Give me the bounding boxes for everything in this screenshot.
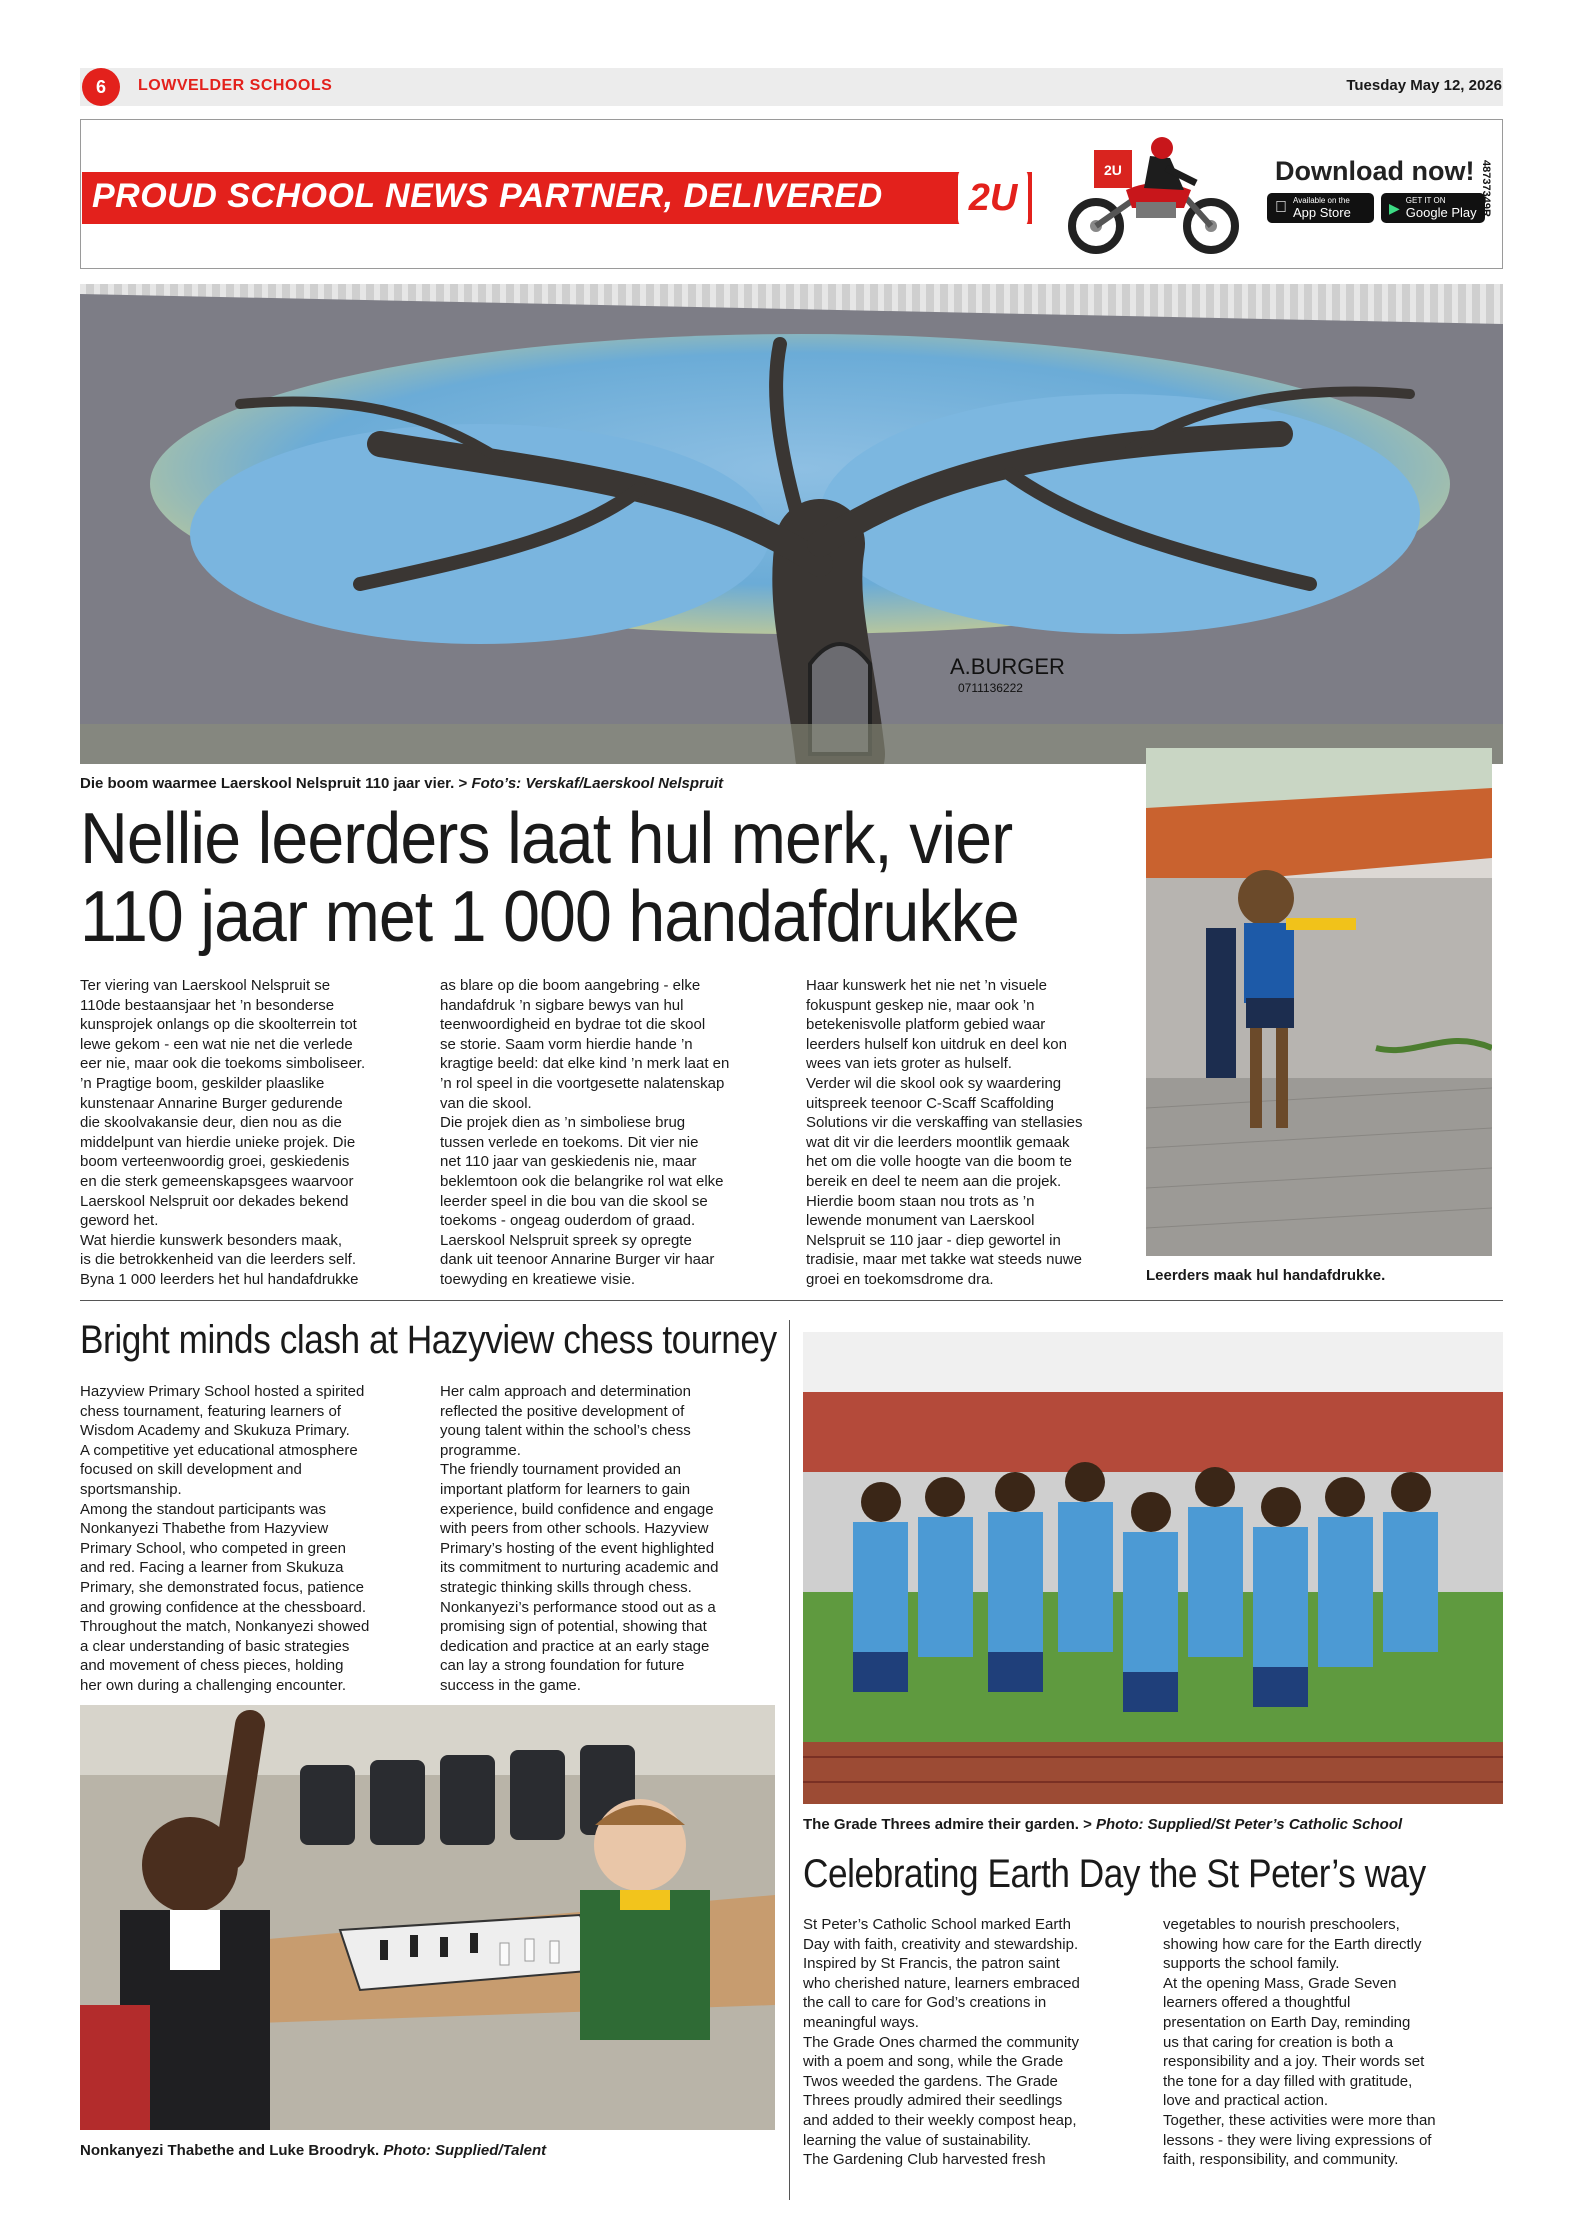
text-line: Twos weeded the gardens. The Grade bbox=[803, 2072, 1058, 2090]
text-line: Primary’s hosting of the event highlighted bbox=[440, 1539, 715, 1557]
article1-headline-line2: 110 jaar met 1 000 handafdrukke bbox=[80, 877, 1019, 957]
text-line: kragtige beeld: dat elke kind ’n merk laat en bbox=[440, 1055, 730, 1073]
earth-day-caption-main: The Grade Threes admire their garden. > bbox=[803, 1816, 1097, 1833]
text-line: Among the standout participants was bbox=[80, 1500, 326, 1518]
text-line: lewende monument van Laerskool bbox=[806, 1212, 1035, 1230]
text-line: Primary School, who competed in green bbox=[80, 1539, 346, 1557]
text-line: tussen verlede en toekoms. Dit vier nie bbox=[440, 1133, 699, 1151]
text-line: responsibility and a joy. Their words set bbox=[1163, 2053, 1425, 2071]
text-line: and growing confidence at the chessboard. bbox=[80, 1598, 367, 1616]
text-line: wat dit vir die leerders moontlik gemaak bbox=[806, 1133, 1070, 1151]
text-line: fokuspunt geskep nie, maar ook ’n bbox=[806, 996, 1035, 1014]
text-line: dank uit teenoor Annarine Burger vir haar bbox=[440, 1251, 715, 1269]
text-line: can lay a strong foundation for future bbox=[440, 1657, 685, 1675]
appstore-label: App Store bbox=[1281, 204, 1339, 220]
text-line: leerder speel in die bou van die skool se bbox=[440, 1192, 708, 1210]
text-line: supports the school family. bbox=[1163, 1955, 1340, 1973]
text-line: important platform for learners to gain bbox=[440, 1480, 691, 1498]
text-line: Together, these activities were more than bbox=[1163, 2111, 1436, 2129]
text-line: geword het. bbox=[80, 1212, 159, 1230]
earth-day-caption-credit: Photo: Supplied/St Peter’s Catholic School bbox=[1096, 1816, 1403, 1833]
text-line: the tone for a day filled with gratitude, bbox=[1163, 2072, 1413, 2090]
download-now-text: Download now! bbox=[1275, 156, 1475, 186]
text-line: St Peter’s Catholic School marked Earth bbox=[803, 1916, 1071, 1933]
text-line: Laerskool Nelspruit spreek sy opregte bbox=[440, 1231, 692, 1249]
text-line: teenwoordigheid en bydrae tot die skool bbox=[440, 1016, 706, 1034]
article2-column-2 bbox=[440, 1382, 770, 1696]
article1-column-3 bbox=[806, 976, 1136, 1290]
text-line: her own during a challenging encounter. bbox=[80, 1676, 347, 1694]
text-line: Nonkanyezi’s performance stood out as a bbox=[440, 1598, 716, 1616]
text-line: eer nie, maar ook die toekoms simboliseer. bbox=[80, 1055, 366, 1073]
section-divider bbox=[80, 1300, 1503, 1301]
text-line: die skoolvakansie deur, dien nou as die bbox=[80, 1114, 342, 1132]
article1-headline-line1: Nellie leerders laat hul merk, vier bbox=[80, 799, 1013, 879]
text-line: learners offered a thoughtful bbox=[1163, 1994, 1351, 2012]
text-line: uitspreek teenoor C-Scaff Scaffolding bbox=[806, 1094, 1054, 1112]
text-line: bereik en deel te neem aan die projek. bbox=[806, 1172, 1062, 1190]
text-line: chess tournament, featuring learners of bbox=[80, 1402, 341, 1420]
text-line: and movement of chess pieces, holding bbox=[80, 1657, 344, 1675]
text-line: van die skool. bbox=[440, 1094, 532, 1112]
text-line: ’n Pragtige boom, geskilder plaaslike bbox=[80, 1074, 325, 1092]
column-divider bbox=[789, 1320, 790, 2200]
text-line: toewyding en kreatiewe visie. bbox=[440, 1270, 636, 1288]
text-line: dedication and practice at an early stage bbox=[440, 1637, 710, 1655]
mural-caption-main: Die boom waarmee Laerskool Nelspruit 110 jaar vier. > bbox=[80, 775, 472, 792]
banner-slogan: PROUD SCHOOL NEWS PARTNER, DELIVERED bbox=[92, 177, 883, 215]
text-line: kunsprojek onlangs op die skoolterrein tot bbox=[80, 1016, 357, 1034]
text-line: tradisie, maar met takke wat steeds nuwe bbox=[806, 1251, 1082, 1269]
text-line: and red. Facing a learner from Skukuza bbox=[80, 1559, 344, 1577]
apple-icon bbox=[1275, 199, 1287, 217]
svg-text:2U: 2U bbox=[1104, 162, 1122, 178]
mural-caption bbox=[80, 775, 723, 792]
text-line: boom verteenwoordig groei, geskiedenis bbox=[80, 1153, 350, 1171]
text-line: toekoms - ongeag ouderdom of graad. bbox=[440, 1212, 696, 1230]
text-line: groei en toekomsdrome dra. bbox=[806, 1270, 994, 1288]
text-line: Threes proudly admired their seedlings bbox=[803, 2092, 1063, 2110]
text-line: Solutions vir die verskaffing van stellasies bbox=[806, 1114, 1083, 1132]
text-line: Wisdom Academy and Skukuza Primary. bbox=[80, 1422, 350, 1440]
page-number: 6 bbox=[82, 68, 120, 106]
appstore-small-label: Available on the bbox=[1281, 195, 1338, 205]
mural-caption-credit: Foto’s: Verskaf/Laerskool Nelspruit bbox=[471, 775, 724, 792]
google-play-button[interactable] bbox=[1381, 193, 1485, 223]
play-icon: ▶ bbox=[1389, 199, 1400, 216]
text-line: its commitment to nurturing academic and bbox=[440, 1559, 719, 1577]
section-name: LOWVELDER SCHOOLS bbox=[138, 77, 333, 94]
chess-caption-credit: Photo: Supplied/Talent bbox=[383, 2142, 547, 2159]
ad-code: 48737349R bbox=[1480, 160, 1492, 217]
text-line: wees van iets groter as hulself. bbox=[806, 1055, 1012, 1073]
issue-date: Tuesday May 12, 2026 bbox=[1346, 77, 1502, 94]
text-line: Byna 1 000 leerders het hul handafdrukke bbox=[80, 1270, 359, 1288]
text-line: us that caring for creation is both a bbox=[1163, 2033, 1394, 2051]
text-line: net 110 jaar van geskiedenis nie, maar bbox=[440, 1153, 697, 1171]
text-line: experience, build confidence and engage bbox=[440, 1500, 714, 1518]
earth-day-photo bbox=[803, 1332, 1503, 1804]
text-line: beklemtoon ook die belangrike rol wat elke bbox=[440, 1172, 724, 1190]
text-line: the call to care for God’s creations in bbox=[803, 1994, 1047, 2012]
text-line: Hazyview Primary School hosted a spirited bbox=[80, 1383, 365, 1400]
earth-day-caption bbox=[803, 1816, 1402, 1833]
handprint-caption: Leerders maak hul handafdrukke. bbox=[1146, 1267, 1386, 1284]
text-line: and added to their weekly compost heap, bbox=[803, 2111, 1077, 2129]
text-line: Ter viering van Laerskool Nelspruit se bbox=[80, 977, 331, 994]
text-line: ’n rol speel in die voortgesette nalatenskap bbox=[440, 1074, 725, 1092]
handprint-photo bbox=[1146, 748, 1492, 1256]
text-line: young talent within the school’s chess bbox=[440, 1422, 691, 1440]
mural-photo bbox=[80, 284, 1503, 764]
text-line: Inspired by St Francis, the patron saint bbox=[803, 1955, 1060, 1973]
text-line: leerders hulself kon uitdruk en deel kon bbox=[806, 1035, 1067, 1053]
text-line: Nonkanyezi Thabethe from Hazyview bbox=[80, 1520, 329, 1538]
text-line: Die projek dien as ’n simboliese brug bbox=[440, 1114, 686, 1132]
2u-logo: 2U bbox=[958, 167, 1028, 229]
text-line: Haar kunswerk het nie net ’n visuele bbox=[806, 977, 1047, 994]
text-line: The Grade Ones charmed the community bbox=[803, 2033, 1079, 2051]
text-line: love and practical action. bbox=[1163, 2092, 1329, 2110]
text-line: is die betrokkenheid van die leerders self. bbox=[80, 1251, 356, 1269]
article3-headline: Celebrating Earth Day the St Peter’s way bbox=[803, 1852, 1426, 1896]
text-line: se storie. Saam vorm hierdie hande ’n bbox=[440, 1035, 693, 1053]
text-line: as blare op die boom aangebring - elke bbox=[440, 977, 701, 994]
text-line: Her calm approach and determination bbox=[440, 1383, 691, 1400]
text-line: Day with faith, creativity and stewardship. bbox=[803, 1935, 1079, 1953]
text-line: Hierdie boom staan nou trots as ’n bbox=[806, 1192, 1035, 1210]
text-line: kunstenaar Annarine Burger gedurende bbox=[80, 1094, 343, 1112]
text-line: lewe gekom - een wat nie net die verlede bbox=[80, 1035, 353, 1053]
text-line: Primary, she demonstrated focus, patience bbox=[80, 1578, 365, 1596]
text-line: showing how care for the Earth directly bbox=[1163, 1935, 1422, 1953]
text-line: A competitive yet educational atmosphere bbox=[80, 1441, 358, 1459]
text-line: At the opening Mass, Grade Seven bbox=[1163, 1974, 1397, 1992]
text-line: focused on skill development and bbox=[80, 1461, 302, 1479]
text-line: 110de bestaansjaar het ’n besonderse bbox=[80, 996, 335, 1014]
text-line: vegetables to nourish preschoolers, bbox=[1163, 1916, 1400, 1933]
mural-signature-phone: 0711136222 bbox=[958, 681, 1023, 695]
text-line: faith, responsibility, and community. bbox=[1163, 2151, 1399, 2169]
text-line: strategic thinking skills through chess. bbox=[440, 1578, 692, 1596]
gplay-label: Google Play bbox=[1405, 204, 1477, 220]
text-line: Nelspruit se 110 jaar - diep gewortel in bbox=[806, 1231, 1061, 1249]
text-line: promising sign of potential, showing that bbox=[440, 1618, 707, 1636]
chess-photo bbox=[80, 1705, 775, 2130]
article1-column-2 bbox=[440, 976, 770, 1290]
text-line: handafdruk ’n sigbare bewys van hul bbox=[440, 996, 684, 1014]
text-line: who cherished nature, learners embraced bbox=[803, 1974, 1080, 1992]
text-line: Wat hierdie kunswerk besonders maak, bbox=[80, 1231, 343, 1249]
text-line: learning the value of sustainability. bbox=[803, 2131, 1032, 2149]
text-line: presentation on Earth Day, reminding bbox=[1163, 2013, 1411, 2031]
text-line: Laerskool Nelspruit oor dekades bekend bbox=[80, 1192, 349, 1210]
motorcycle-icon bbox=[1066, 128, 1246, 258]
text-line: Throughout the match, Nonkanyezi showed bbox=[80, 1618, 370, 1636]
app-store-button[interactable] bbox=[1267, 193, 1374, 223]
text-line: success in the game. bbox=[440, 1676, 581, 1694]
chess-caption-main: Nonkanyezi Thabethe and Luke Broodryk. bbox=[80, 2142, 384, 2159]
text-line: lessons - they were living expressions of bbox=[1163, 2131, 1432, 2149]
article1-headline bbox=[80, 800, 1055, 956]
article2-headline: Bright minds clash at Hazyview chess tourney bbox=[80, 1318, 777, 1362]
text-line: en die sterk gemeenskapsgees waarvoor bbox=[80, 1172, 354, 1190]
text-line: programme. bbox=[440, 1441, 521, 1459]
text-line: with a poem and song, while the Grade bbox=[803, 2053, 1064, 2071]
text-line: The Gardening Club harvested fresh bbox=[803, 2151, 1046, 2169]
text-line: reflected the positive development of bbox=[440, 1402, 685, 1420]
text-line: The friendly tournament provided an bbox=[440, 1461, 681, 1479]
article3-column-1 bbox=[803, 1915, 1133, 2170]
text-line: betekenisvolle platform gebied waar bbox=[806, 1016, 1046, 1034]
article3-column-2 bbox=[1163, 1915, 1493, 2170]
article2-column-1 bbox=[80, 1382, 410, 1696]
chess-caption bbox=[80, 2142, 546, 2159]
text-line: middelpunt van hierdie unieke projek. Die bbox=[80, 1133, 356, 1151]
text-line: with peers from other schools. Hazyview bbox=[440, 1520, 709, 1538]
gplay-small-label: GET IT ON bbox=[1405, 195, 1446, 205]
text-line: het om die volle hoogte van die boom te bbox=[806, 1153, 1073, 1171]
text-line: meaningful ways. bbox=[803, 2013, 919, 2031]
text-line: sportsmanship. bbox=[80, 1480, 182, 1498]
mural-signature: A.BURGER bbox=[950, 654, 1065, 679]
article1-column-1 bbox=[80, 976, 410, 1290]
text-line: Verder wil die skool ook sy waardering bbox=[806, 1074, 1062, 1092]
text-line: a clear understanding of basic strategies bbox=[80, 1637, 350, 1655]
